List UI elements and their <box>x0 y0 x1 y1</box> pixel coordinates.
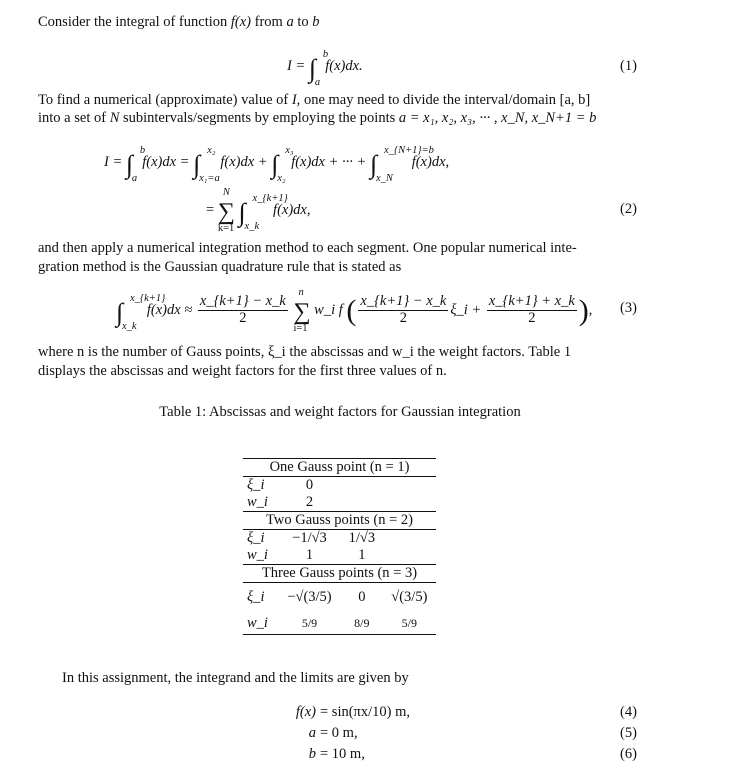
math: b <box>139 145 146 156</box>
math: x_k <box>122 321 137 332</box>
math: a <box>131 173 138 184</box>
math: x₁=a <box>199 173 220 184</box>
row-label: w_i <box>243 613 278 635</box>
integral-sign: ∫ b a <box>308 49 329 88</box>
math: x_{k+1} <box>252 193 288 204</box>
denominator: 2 <box>528 310 536 327</box>
math: = <box>206 202 215 218</box>
math: ξ_i + <box>450 302 482 318</box>
cell: √(3/5) <box>391 589 428 606</box>
cell: 0 <box>358 589 366 606</box>
math: N <box>222 187 230 198</box>
math: b <box>308 746 316 762</box>
math: f(x)dx ≈ <box>146 302 193 318</box>
gauss-table <box>243 458 436 635</box>
text: into a set of <box>38 110 107 126</box>
cell: 1 <box>305 547 314 563</box>
cell: 2 <box>305 494 314 510</box>
equation-1 <box>287 49 363 88</box>
equation-2-line-2 <box>206 187 311 234</box>
given-rhs: = 10 m, <box>320 746 365 762</box>
numerator: x_{k+1} − x_k <box>360 293 447 310</box>
row-label: ξ_i <box>247 530 265 546</box>
paragraph-line <box>38 92 590 109</box>
given-lhs <box>240 725 316 742</box>
cell: −1/√3 <box>292 530 327 546</box>
cell: 8/9 <box>341 613 383 635</box>
math: f(x)dx + ··· + <box>291 154 367 170</box>
math: N <box>109 110 120 126</box>
paragraph-line: and then apply a numerical integration method to each segment. One popular numerical inte- <box>38 240 577 256</box>
math: f(x)dx. <box>325 58 363 74</box>
integral-sign: ∫ b a <box>125 145 146 184</box>
math: i=1 <box>293 323 308 334</box>
math: I = <box>287 58 306 74</box>
math: f(x)dx + <box>220 154 268 170</box>
text: one may need to divide the interval/domain [a, b] <box>303 92 591 108</box>
math: a = x₁, x₂, x₃, ··· , x_N, x_N+1 = b <box>398 110 597 126</box>
text: from <box>254 14 283 30</box>
section-title: Two Gauss points (n = 2) <box>243 512 436 530</box>
equation-3 <box>116 287 593 334</box>
given-lhs <box>240 746 316 763</box>
fraction <box>358 294 448 327</box>
equation-number: (5) <box>620 725 637 741</box>
math: b <box>322 49 329 60</box>
math: a <box>314 77 321 88</box>
numerator: x_{k+1} + x_k <box>488 293 575 310</box>
equation-number: (1) <box>620 58 637 74</box>
integral-sign: ∫ x_{k+1} x_k <box>238 193 288 232</box>
math: a <box>308 725 316 741</box>
given-rhs: = sin(πx/10) m, <box>320 704 411 720</box>
integral-sign: ∫ x₂ x₁=a <box>193 145 220 184</box>
math: I = <box>104 154 123 170</box>
sum-sign: ∑ n i=1 <box>293 287 311 334</box>
math: x₂ <box>277 173 286 184</box>
math: x_{k+1} <box>130 293 166 304</box>
math: f(x) <box>295 704 316 720</box>
cell: 5/9 <box>383 613 436 635</box>
paragraph-line: displays the abscissas and weight factors for the first three values of n. <box>38 363 447 379</box>
math: , <box>588 302 593 318</box>
paragraph-line: gration method is the Gaussian quadrature rule that is stated as <box>38 259 402 275</box>
math: x_N <box>375 173 393 184</box>
numerator: x_{k+1} − x_k <box>199 293 286 310</box>
math: x_{N+1}=b <box>383 145 434 156</box>
section-title: Three Gauss points (n = 3) <box>243 565 436 583</box>
row-label: w_i <box>247 547 268 563</box>
cell: 1/√3 <box>348 530 376 546</box>
integral-sign: ∫ x₃ x₂ <box>271 145 294 184</box>
denominator: 2 <box>399 310 407 327</box>
math: x_k <box>244 221 260 232</box>
paragraph-line: where n is the number of Gauss points, ξ_i the abscissas and w_i the weight factors. Table 1 <box>38 344 572 360</box>
text: Consider the integral of function <box>38 14 228 30</box>
row-label: ξ_i <box>247 477 265 493</box>
equation-number: (6) <box>620 746 637 762</box>
cell: 0 <box>305 477 314 493</box>
cell: −√(3/5) <box>287 589 332 606</box>
fraction <box>198 294 288 327</box>
intro-text <box>38 14 319 31</box>
text: subintervals/segments by employing the points <box>122 110 396 126</box>
math: w_i f <box>314 302 343 318</box>
math: f(x)dx, <box>411 154 450 170</box>
cell: 5/9 <box>278 613 341 635</box>
integral-sign: ∫ x_{k+1} x_k <box>116 293 166 332</box>
math: f(x) <box>230 14 252 30</box>
denominator: 2 <box>239 310 247 327</box>
left-paren: ( <box>346 294 357 327</box>
math: f(x)dx, <box>273 202 311 218</box>
math: k=1 <box>217 223 235 234</box>
integral-sign: ∫ x_{N+1}=b x_N <box>369 145 434 184</box>
math: I, <box>291 92 301 108</box>
equation-2-line-1 <box>104 145 450 184</box>
math: f(x)dx = <box>142 154 190 170</box>
section-title: One Gauss point (n = 1) <box>243 459 436 477</box>
given-lhs <box>240 704 316 721</box>
cell: 1 <box>358 547 366 563</box>
math: b <box>312 14 320 30</box>
fraction <box>487 294 577 327</box>
equation-number: (4) <box>620 704 637 720</box>
row-label: w_i <box>247 494 268 510</box>
sum-sign: ∑ N k=1 <box>217 187 235 234</box>
table-caption: Table 1: Abscissas and weight factors for Gaussian integration <box>159 404 521 420</box>
paragraph-line: In this assignment, the integrand and the limits are given by <box>62 670 409 686</box>
given-rhs: = 0 m, <box>320 725 358 741</box>
equation-number: (3) <box>620 300 637 316</box>
text: To find a numerical (approximate) value of <box>38 92 289 108</box>
math: a <box>286 14 294 30</box>
math: x₃ <box>285 145 294 156</box>
right-paren: ) <box>578 294 589 327</box>
math: n <box>298 287 304 298</box>
equation-number: (2) <box>620 201 637 217</box>
row-label: ξ_i <box>247 589 265 606</box>
paragraph-line <box>38 110 596 127</box>
text: to <box>297 14 309 30</box>
math: x₂ <box>207 145 216 156</box>
